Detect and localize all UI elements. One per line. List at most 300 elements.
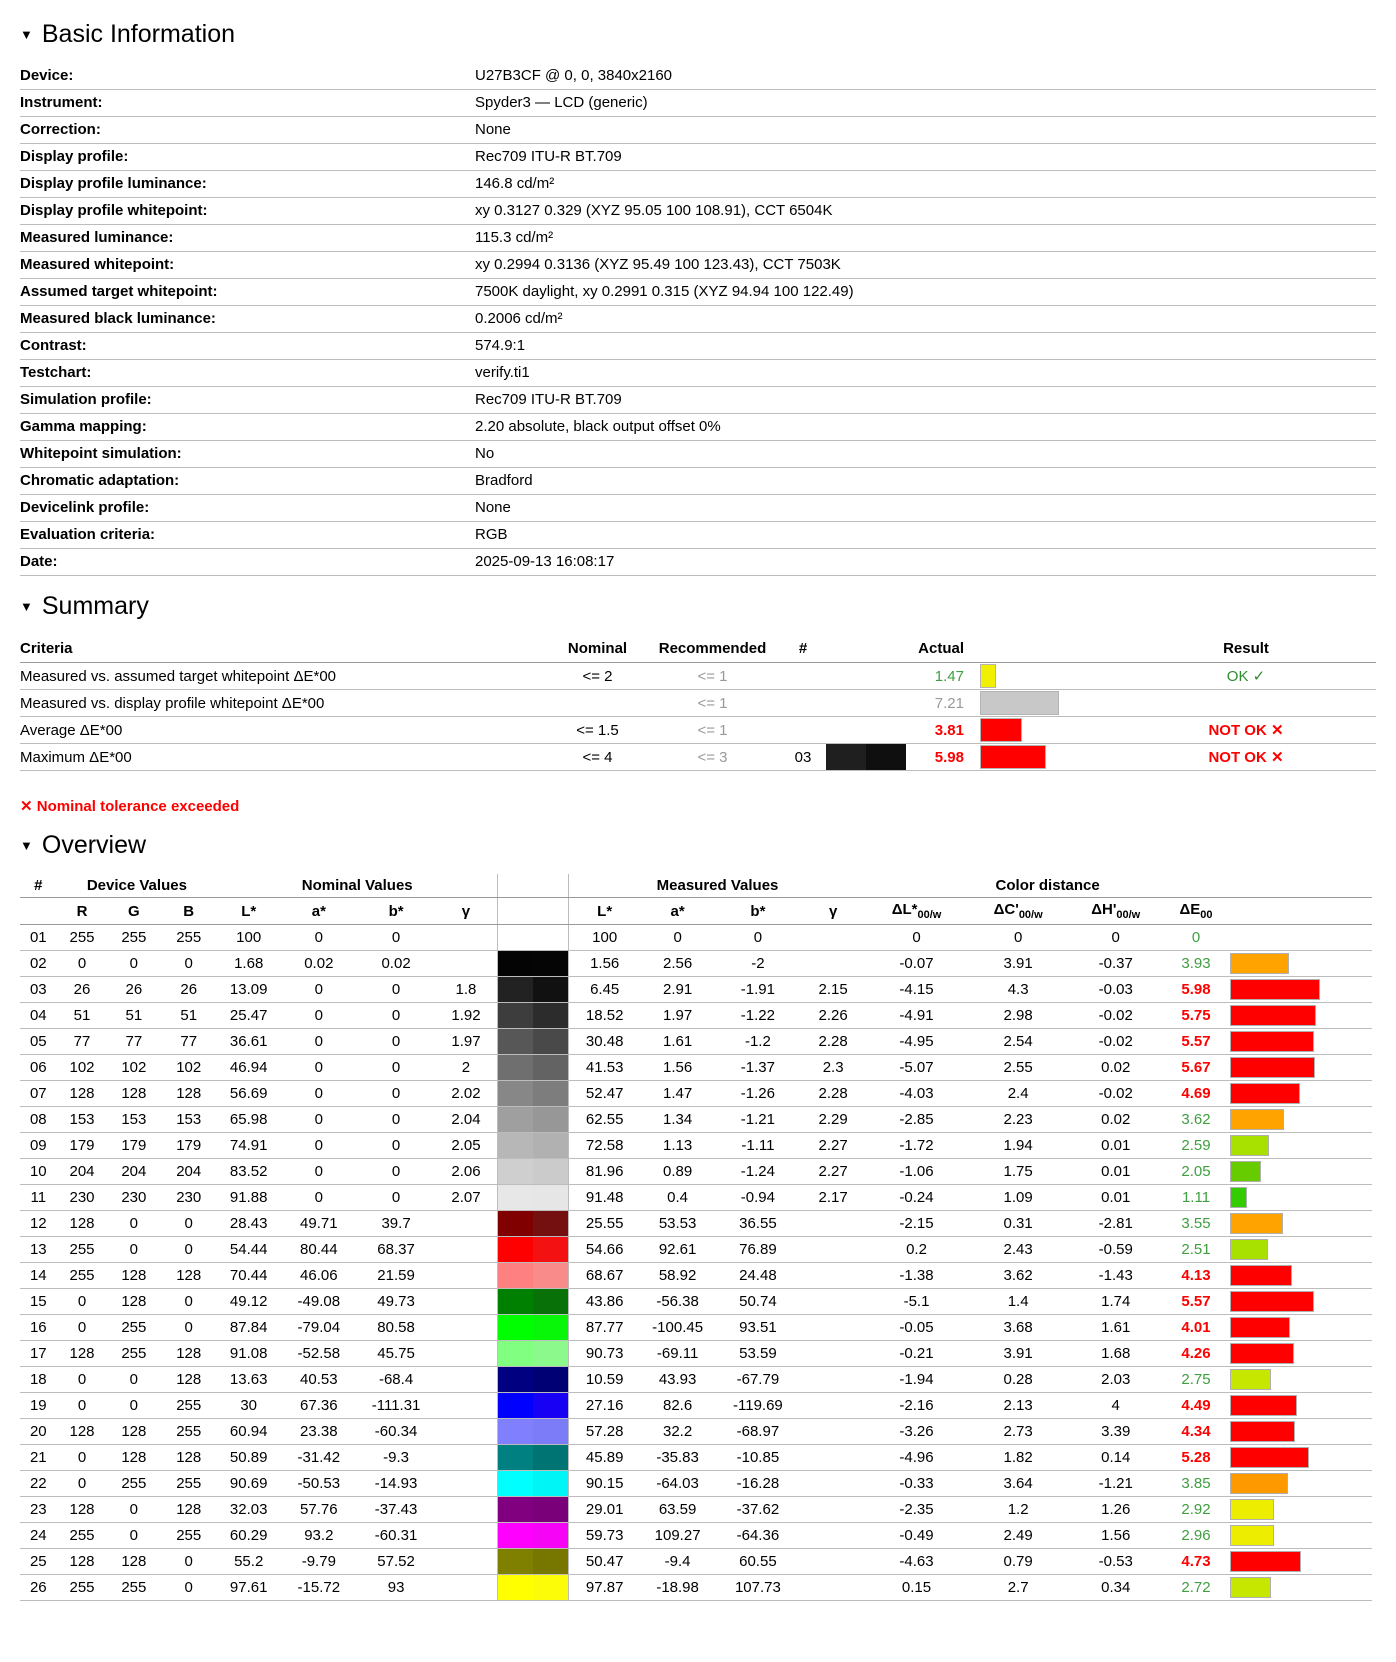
info-label: Whitepoint simulation:: [20, 441, 475, 468]
nominal-cell: [550, 690, 645, 717]
patch-swatch-cell: [498, 1055, 569, 1081]
patch-number-cell: 03: [780, 744, 826, 771]
color-swatch: [498, 1315, 568, 1340]
device-g-cell: 26: [107, 977, 160, 1003]
delta-e-bar-cell: [980, 717, 1116, 744]
nominal-cell: <= 2: [550, 663, 645, 690]
measured-a-cell: 1.61: [640, 1029, 715, 1055]
delta-e-bar: [1230, 1005, 1316, 1026]
nominal-a-cell: 0: [280, 1003, 357, 1029]
nominal-a-cell: 46.06: [280, 1263, 357, 1289]
delta-c-cell: 2.43: [967, 1237, 1069, 1263]
device-g-cell: 0: [107, 1393, 160, 1419]
delta-l-cell: -4.96: [866, 1445, 968, 1471]
device-r-cell: 153: [57, 1107, 108, 1133]
device-g-cell: 153: [107, 1107, 160, 1133]
measured-b-cell: -10.85: [715, 1445, 800, 1471]
delta-l-cell: 0: [866, 925, 968, 951]
nominal-a-cell: -49.08: [280, 1289, 357, 1315]
delta-e-cell: 4.13: [1162, 1263, 1229, 1289]
measured-b-cell: -1.24: [715, 1159, 800, 1185]
measured-color-swatch: [533, 1133, 568, 1158]
subheader-bar: [1230, 898, 1372, 925]
delta-e-bar: [1230, 979, 1320, 1000]
measured-b-cell: 93.51: [715, 1315, 800, 1341]
overview-row: [20, 925, 1372, 951]
measured-gamma-cell: 2.29: [801, 1107, 866, 1133]
device-b-cell: 230: [160, 1185, 217, 1211]
measured-l-cell: 10.59: [569, 1367, 640, 1393]
patch-swatch-cell: [498, 1419, 569, 1445]
measured-color-swatch: [533, 1263, 568, 1288]
delta-l-cell: -2.15: [866, 1211, 968, 1237]
delta-h-cell: 1.68: [1069, 1341, 1163, 1367]
delta-c-cell: 2.4: [967, 1081, 1069, 1107]
delta-h-cell: -0.03: [1069, 977, 1163, 1003]
delta-l-cell: -4.95: [866, 1029, 968, 1055]
info-label: Assumed target whitepoint:: [20, 279, 475, 306]
delta-h-cell: 2.03: [1069, 1367, 1163, 1393]
device-g-cell: 77: [107, 1029, 160, 1055]
info-label: Chromatic adaptation:: [20, 468, 475, 495]
measured-l-cell: 97.87: [569, 1575, 640, 1601]
measured-color-swatch: [533, 951, 568, 976]
delta-e-cell: 4.49: [1162, 1393, 1229, 1419]
patch-swatch-cell: [498, 951, 569, 977]
measured-a-cell: 32.2: [640, 1419, 715, 1445]
measured-gamma-cell: [801, 1419, 866, 1445]
nominal-color-swatch: [498, 1315, 533, 1340]
delta-h-cell: 3.39: [1069, 1419, 1163, 1445]
color-swatch: [498, 1081, 568, 1106]
delta-h-cell: -0.02: [1069, 1081, 1163, 1107]
nominal-color-swatch: [498, 1003, 533, 1028]
summary-column-header: Result: [1116, 635, 1376, 663]
delta-c-cell: 2.23: [967, 1107, 1069, 1133]
measured-gamma-cell: [801, 1471, 866, 1497]
info-label: Display profile luminance:: [20, 171, 475, 198]
delta-c-cell: 2.54: [967, 1029, 1069, 1055]
column-group-number: #: [20, 874, 57, 898]
nominal-a-cell: 0: [280, 925, 357, 951]
summary-column-header: [826, 635, 910, 663]
delta-e-bar: [1230, 1317, 1290, 1338]
info-label: Measured whitepoint:: [20, 252, 475, 279]
device-r-cell: 128: [57, 1497, 108, 1523]
nominal-b-cell: 0: [357, 1003, 434, 1029]
measured-a-cell: 2.91: [640, 977, 715, 1003]
device-b-cell: 0: [160, 1289, 217, 1315]
device-g-cell: 0: [107, 1367, 160, 1393]
delta-h-cell: -0.02: [1069, 1003, 1163, 1029]
measured-l-cell: 29.01: [569, 1497, 640, 1523]
overview-title: Overview: [41, 831, 147, 859]
patch-number-cell: 17: [20, 1341, 57, 1367]
result-cell: NOT OK ✕: [1116, 744, 1376, 771]
info-row: [20, 333, 1376, 360]
nominal-color-swatch: [498, 925, 533, 950]
measured-b-cell: 36.55: [715, 1211, 800, 1237]
nominal-a-cell: -15.72: [280, 1575, 357, 1601]
delta-e-bar-cell: [1230, 1055, 1372, 1081]
criteria-cell: Maximum ΔE*00: [20, 744, 550, 771]
overview-row: [20, 1419, 1372, 1445]
delta-e-bar: [1230, 1525, 1274, 1546]
patch-number-cell: 23: [20, 1497, 57, 1523]
color-swatch: [498, 1055, 568, 1080]
nominal-b-cell: 39.7: [357, 1211, 434, 1237]
collapse-triangle-icon: ▼: [20, 838, 33, 853]
basic-information-table: [20, 63, 1376, 576]
delta-e-bar-cell: [1230, 1133, 1372, 1159]
delta-h-cell: -0.59: [1069, 1237, 1163, 1263]
measured-color-swatch: [533, 1107, 568, 1132]
delta-e-cell: 5.57: [1162, 1289, 1229, 1315]
nominal-b-cell: -111.31: [357, 1393, 434, 1419]
delta-e-bar: [1230, 1083, 1300, 1104]
overview-row: [20, 1055, 1372, 1081]
measured-b-cell: -1.2: [715, 1029, 800, 1055]
device-g-cell: 0: [107, 1497, 160, 1523]
device-g-cell: 255: [107, 925, 160, 951]
device-r-cell: 255: [57, 925, 108, 951]
info-label: Devicelink profile:: [20, 495, 475, 522]
actual-value-cell: 3.81: [910, 717, 980, 744]
measured-gamma-cell: 2.15: [801, 977, 866, 1003]
nominal-gamma-cell: [435, 1341, 498, 1367]
measured-gamma-cell: [801, 1237, 866, 1263]
summary-row: [20, 744, 1376, 771]
color-swatch: [498, 951, 568, 976]
nominal-a-cell: 93.2: [280, 1523, 357, 1549]
patch-swatch-cell: [498, 1211, 569, 1237]
section-heading-summary[interactable]: [20, 592, 1376, 621]
color-swatch: [498, 1159, 568, 1184]
info-row: [20, 63, 1376, 90]
subheader-nominal-gamma: γ: [435, 898, 498, 925]
patch-swatch-cell: [498, 1315, 569, 1341]
overview-row: [20, 1263, 1372, 1289]
measured-color-swatch: [533, 1159, 568, 1184]
nominal-l-cell: 54.44: [217, 1237, 280, 1263]
measured-gamma-cell: 2.3: [801, 1055, 866, 1081]
color-swatch: [498, 977, 568, 1002]
measured-l-cell: 50.47: [569, 1549, 640, 1575]
color-swatch: [498, 1471, 568, 1496]
nominal-l-cell: 91.88: [217, 1185, 280, 1211]
measured-color-swatch: [533, 1003, 568, 1028]
measured-a-cell: 1.47: [640, 1081, 715, 1107]
delta-h-cell: -0.37: [1069, 951, 1163, 977]
measured-a-cell: 1.34: [640, 1107, 715, 1133]
device-b-cell: 51: [160, 1003, 217, 1029]
measured-a-cell: 53.53: [640, 1211, 715, 1237]
info-value: Rec709 ITU-R BT.709: [475, 387, 1376, 414]
patch-number-cell: 05: [20, 1029, 57, 1055]
device-r-cell: 128: [57, 1549, 108, 1575]
delta-e-bar-cell: [1230, 1211, 1372, 1237]
info-label: Display profile whitepoint:: [20, 198, 475, 225]
measured-a-cell: 0: [640, 925, 715, 951]
nominal-gamma-cell: 1.8: [435, 977, 498, 1003]
section-heading-basic-information[interactable]: [20, 20, 1376, 49]
nominal-a-cell: 49.71: [280, 1211, 357, 1237]
device-b-cell: 204: [160, 1159, 217, 1185]
delta-l-cell: -0.24: [866, 1185, 968, 1211]
patch-number-cell: [780, 663, 826, 690]
delta-e-bar: [1230, 1551, 1301, 1572]
overview-row: [20, 977, 1372, 1003]
measured-gamma-cell: 2.27: [801, 1159, 866, 1185]
measured-gamma-cell: [801, 1497, 866, 1523]
patch-number-cell: 26: [20, 1575, 57, 1601]
overview-row: [20, 1549, 1372, 1575]
color-swatch: [498, 1549, 568, 1574]
delta-e-bar-cell: [1230, 1445, 1372, 1471]
nominal-color-swatch: [826, 744, 866, 770]
nominal-l-cell: 91.08: [217, 1341, 280, 1367]
info-value: RGB: [475, 522, 1376, 549]
delta-e-bar-cell: [1230, 1523, 1372, 1549]
measured-l-cell: 90.15: [569, 1471, 640, 1497]
nominal-l-cell: 49.12: [217, 1289, 280, 1315]
measured-a-cell: -69.11: [640, 1341, 715, 1367]
nominal-cell: <= 4: [550, 744, 645, 771]
overview-row: [20, 1003, 1372, 1029]
nominal-b-cell: 0: [357, 1029, 434, 1055]
nominal-l-cell: 28.43: [217, 1211, 280, 1237]
device-b-cell: 255: [160, 1393, 217, 1419]
patch-swatch-cell: [498, 1393, 569, 1419]
measured-l-cell: 100: [569, 925, 640, 951]
device-g-cell: 255: [107, 1315, 160, 1341]
info-value: Spyder3 — LCD (generic): [475, 90, 1376, 117]
device-r-cell: 255: [57, 1237, 108, 1263]
info-label: Testchart:: [20, 360, 475, 387]
overview-row: [20, 1133, 1372, 1159]
recommended-cell: <= 1: [645, 690, 780, 717]
patch-swatch-cell: [498, 1133, 569, 1159]
delta-e-bar-cell: [1230, 1289, 1372, 1315]
subheader-patch: [498, 898, 569, 925]
delta-c-cell: 3.91: [967, 1341, 1069, 1367]
nominal-gamma-cell: 2.04: [435, 1107, 498, 1133]
overview-row: [20, 1081, 1372, 1107]
nominal-color-swatch: [498, 1159, 533, 1184]
actual-value-cell: 7.21: [910, 690, 980, 717]
color-swatch: [498, 1523, 568, 1548]
column-group-color-distance: Color distance: [866, 874, 1230, 898]
delta-l-cell: -4.91: [866, 1003, 968, 1029]
info-row: [20, 252, 1376, 279]
device-r-cell: 77: [57, 1029, 108, 1055]
nominal-b-cell: 49.73: [357, 1289, 434, 1315]
patch-swatch-cell: [498, 1107, 569, 1133]
color-swatch: [498, 1263, 568, 1288]
nominal-b-cell: 0: [357, 977, 434, 1003]
delta-e-bar-cell: [980, 690, 1116, 717]
device-b-cell: 255: [160, 1471, 217, 1497]
delta-e-cell: 4.01: [1162, 1315, 1229, 1341]
device-g-cell: 128: [107, 1419, 160, 1445]
nominal-l-cell: 55.2: [217, 1549, 280, 1575]
measured-gamma-cell: 2.17: [801, 1185, 866, 1211]
color-swatch: [498, 1211, 568, 1236]
criteria-cell: Measured vs. display profile whitepoint ΔE*00: [20, 690, 550, 717]
device-b-cell: 128: [160, 1367, 217, 1393]
collapse-triangle-icon: ▼: [20, 27, 33, 42]
overview-row: [20, 1393, 1372, 1419]
device-b-cell: 26: [160, 977, 217, 1003]
measured-b-cell: -1.91: [715, 977, 800, 1003]
device-r-cell: 102: [57, 1055, 108, 1081]
nominal-b-cell: -60.31: [357, 1523, 434, 1549]
patch-swatch-cell: [498, 1549, 569, 1575]
delta-c-cell: 1.75: [967, 1159, 1069, 1185]
nominal-color-swatch: [498, 1029, 533, 1054]
info-value: verify.ti1: [475, 360, 1376, 387]
delta-e-bar: [1230, 1499, 1274, 1520]
measured-l-cell: 45.89: [569, 1445, 640, 1471]
nominal-gamma-cell: [435, 1315, 498, 1341]
measured-color-swatch: [533, 1393, 568, 1418]
nominal-gamma-cell: [435, 1445, 498, 1471]
device-b-cell: 77: [160, 1029, 217, 1055]
overview-row: [20, 1445, 1372, 1471]
nominal-a-cell: 0: [280, 1107, 357, 1133]
patch-number-cell: 10: [20, 1159, 57, 1185]
nominal-color-swatch: [498, 1341, 533, 1366]
delta-h-cell: 0.01: [1069, 1159, 1163, 1185]
patch-swatch-cell: [498, 1237, 569, 1263]
nominal-a-cell: 0: [280, 1081, 357, 1107]
delta-h-cell: 4: [1069, 1393, 1163, 1419]
patch-number-cell: 19: [20, 1393, 57, 1419]
info-row: [20, 279, 1376, 306]
actual-value-cell: 5.98: [910, 744, 980, 771]
measured-color-swatch: [866, 744, 906, 770]
patch-swatch-cell: [498, 1081, 569, 1107]
nominal-a-cell: -9.79: [280, 1549, 357, 1575]
delta-e-cell: 5.75: [1162, 1003, 1229, 1029]
nominal-gamma-cell: [435, 1549, 498, 1575]
patch-swatch-cell: [498, 1471, 569, 1497]
device-b-cell: 0: [160, 1237, 217, 1263]
measured-color-swatch: [533, 1419, 568, 1444]
measured-b-cell: -68.97: [715, 1419, 800, 1445]
info-value: Bradford: [475, 468, 1376, 495]
nominal-color-swatch: [498, 1263, 533, 1288]
nominal-l-cell: 56.69: [217, 1081, 280, 1107]
info-value: 574.9:1: [475, 333, 1376, 360]
measured-a-cell: 0.89: [640, 1159, 715, 1185]
subheader-blank: [20, 898, 57, 925]
summary-table: [20, 635, 1376, 771]
delta-h-cell: -1.43: [1069, 1263, 1163, 1289]
measured-l-cell: 81.96: [569, 1159, 640, 1185]
patch-number-cell: [780, 690, 826, 717]
delta-e-bar: [1230, 1577, 1271, 1598]
nominal-gamma-cell: [435, 1471, 498, 1497]
nominal-gamma-cell: [435, 1289, 498, 1315]
device-b-cell: 0: [160, 1575, 217, 1601]
criteria-cell: Measured vs. assumed target whitepoint ΔE*00: [20, 663, 550, 690]
nominal-a-cell: -52.58: [280, 1341, 357, 1367]
nominal-color-swatch: [498, 1393, 533, 1418]
delta-c-cell: 0: [967, 925, 1069, 951]
color-swatch: [498, 1003, 568, 1028]
delta-h-cell: 0: [1069, 925, 1163, 951]
info-row: [20, 549, 1376, 576]
nominal-color-swatch: [498, 1575, 533, 1600]
device-r-cell: 128: [57, 1211, 108, 1237]
patch-number-cell: 07: [20, 1081, 57, 1107]
delta-l-cell: -0.49: [866, 1523, 968, 1549]
column-group-nominal-values: Nominal Values: [217, 874, 498, 898]
device-b-cell: 0: [160, 1315, 217, 1341]
nominal-color-swatch: [498, 977, 533, 1002]
color-swatch: [498, 1575, 568, 1600]
delta-e-cell: 2.92: [1162, 1497, 1229, 1523]
device-g-cell: 255: [107, 1341, 160, 1367]
nominal-l-cell: 60.29: [217, 1523, 280, 1549]
info-value: No: [475, 441, 1376, 468]
info-label: Instrument:: [20, 90, 475, 117]
nominal-color-swatch: [498, 1107, 533, 1132]
device-g-cell: 0: [107, 1211, 160, 1237]
nominal-gamma-cell: [435, 1263, 498, 1289]
summary-column-header: #: [780, 635, 826, 663]
measured-gamma-cell: [801, 1367, 866, 1393]
patch-swatch-cell: [498, 1445, 569, 1471]
nominal-a-cell: 57.76: [280, 1497, 357, 1523]
measured-color-swatch: [533, 1029, 568, 1054]
device-g-cell: 102: [107, 1055, 160, 1081]
info-row: [20, 468, 1376, 495]
nominal-gamma-cell: [435, 1419, 498, 1445]
overview-row: [20, 951, 1372, 977]
subheader-nominal-b: b*: [357, 898, 434, 925]
delta-e-bar: [1230, 1265, 1292, 1286]
measured-color-swatch: [533, 1315, 568, 1340]
info-label: Correction:: [20, 117, 475, 144]
measured-l-cell: 1.56: [569, 951, 640, 977]
color-swatch: [498, 1393, 568, 1418]
delta-e-bar: [1230, 1369, 1271, 1390]
measured-color-swatch: [533, 1497, 568, 1522]
nominal-color-swatch: [498, 1185, 533, 1210]
measured-a-cell: 2.56: [640, 951, 715, 977]
delta-l-cell: -4.15: [866, 977, 968, 1003]
summary-row: [20, 663, 1376, 690]
device-r-cell: 128: [57, 1341, 108, 1367]
section-heading-overview[interactable]: [20, 831, 1376, 860]
delta-e-bar-cell: [1230, 1575, 1372, 1601]
patch-swatch-cell: [498, 1263, 569, 1289]
info-row: [20, 522, 1376, 549]
subheader-measured-b: b*: [715, 898, 800, 925]
device-r-cell: 0: [57, 1289, 108, 1315]
measured-a-cell: -64.03: [640, 1471, 715, 1497]
measured-gamma-cell: [801, 951, 866, 977]
nominal-l-cell: 65.98: [217, 1107, 280, 1133]
delta-l-cell: -5.1: [866, 1289, 968, 1315]
nominal-b-cell: 0: [357, 1081, 434, 1107]
delta-e-cell: 2.51: [1162, 1237, 1229, 1263]
column-group-device-values: Device Values: [57, 874, 218, 898]
overview-row: [20, 1237, 1372, 1263]
nominal-color-swatch: [498, 1289, 533, 1314]
